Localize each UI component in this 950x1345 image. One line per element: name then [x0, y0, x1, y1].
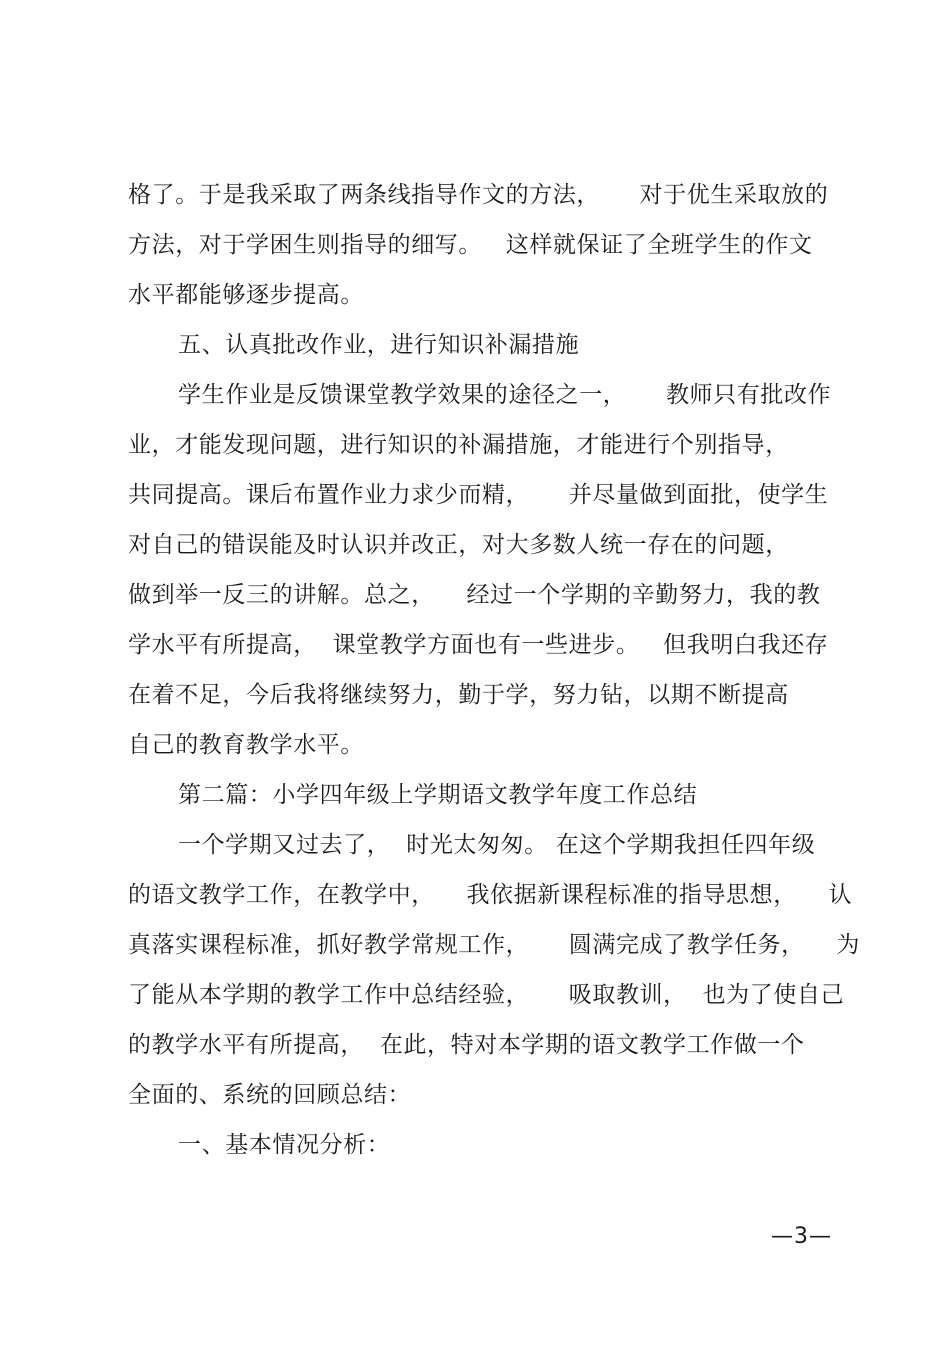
text-line: 自己的教育教学水平。 — [128, 732, 364, 758]
text-line: 了能从本学期的教学工作中总结经验， 吸取教训， 也为了使自己 — [128, 982, 845, 1008]
text-line: 真落实课程标准，抓好教学常规工作， 圆满完成了教学任务， 为 — [128, 932, 860, 958]
text-line: 学水平有所提高， 课堂教学方面也有一些进步。 但我明白我还存 — [128, 632, 829, 658]
text-line: 格了。于是我采取了两条线指导作文的方法， 对于优生采取放的 — [128, 182, 829, 208]
text-line: 做到举一反三的讲解。总之， 经过一个学期的辛勤努力，我的教 — [128, 582, 821, 608]
text-line: 方法，对于学困生则指导的细写。 这样就保证了全班学生的作文 — [128, 232, 813, 258]
text-line: 的教学水平有所提高， 在此，特对本学期的语文教学工作做一个 — [128, 1032, 805, 1058]
text-line: 水平都能够逐步提高。 — [128, 282, 364, 308]
text-line: 在着不足，今后我将继续努力，勤于学，努力钻，以期不断提高 — [128, 682, 789, 708]
chapter-heading: 第二篇：小学四年级上学期语文教学年度工作总结 — [178, 782, 698, 808]
text-line: 对自己的错误能及时认识并改正，对大多数人统一存在的问题， — [128, 532, 789, 558]
text-line: 学生作业是反馈课堂教学效果的途径之一， 教师只有批改作 — [178, 382, 832, 408]
page-number: —3— — [771, 1224, 832, 1249]
text-line: 的语文教学工作，在教学中， 我依据新课程标准的指导思想， 认 — [128, 882, 853, 908]
section-heading: 一、基本情况分析： — [178, 1132, 391, 1158]
section-heading: 五、认真批改作业，进行知识补漏措施 — [178, 332, 580, 358]
text-line: 全面的、系统的回顾总结： — [128, 1082, 412, 1108]
text-line: 一个学期又过去了， 时光太匆匆。 在这个学期我担任四年级 — [178, 832, 816, 858]
text-line: 业，才能发现问题，进行知识的补漏措施，才能进行个别指导， — [128, 432, 789, 458]
text-line: 共同提高。课后布置作业力求少而精， 并尽量做到面批，使学生 — [128, 482, 829, 508]
